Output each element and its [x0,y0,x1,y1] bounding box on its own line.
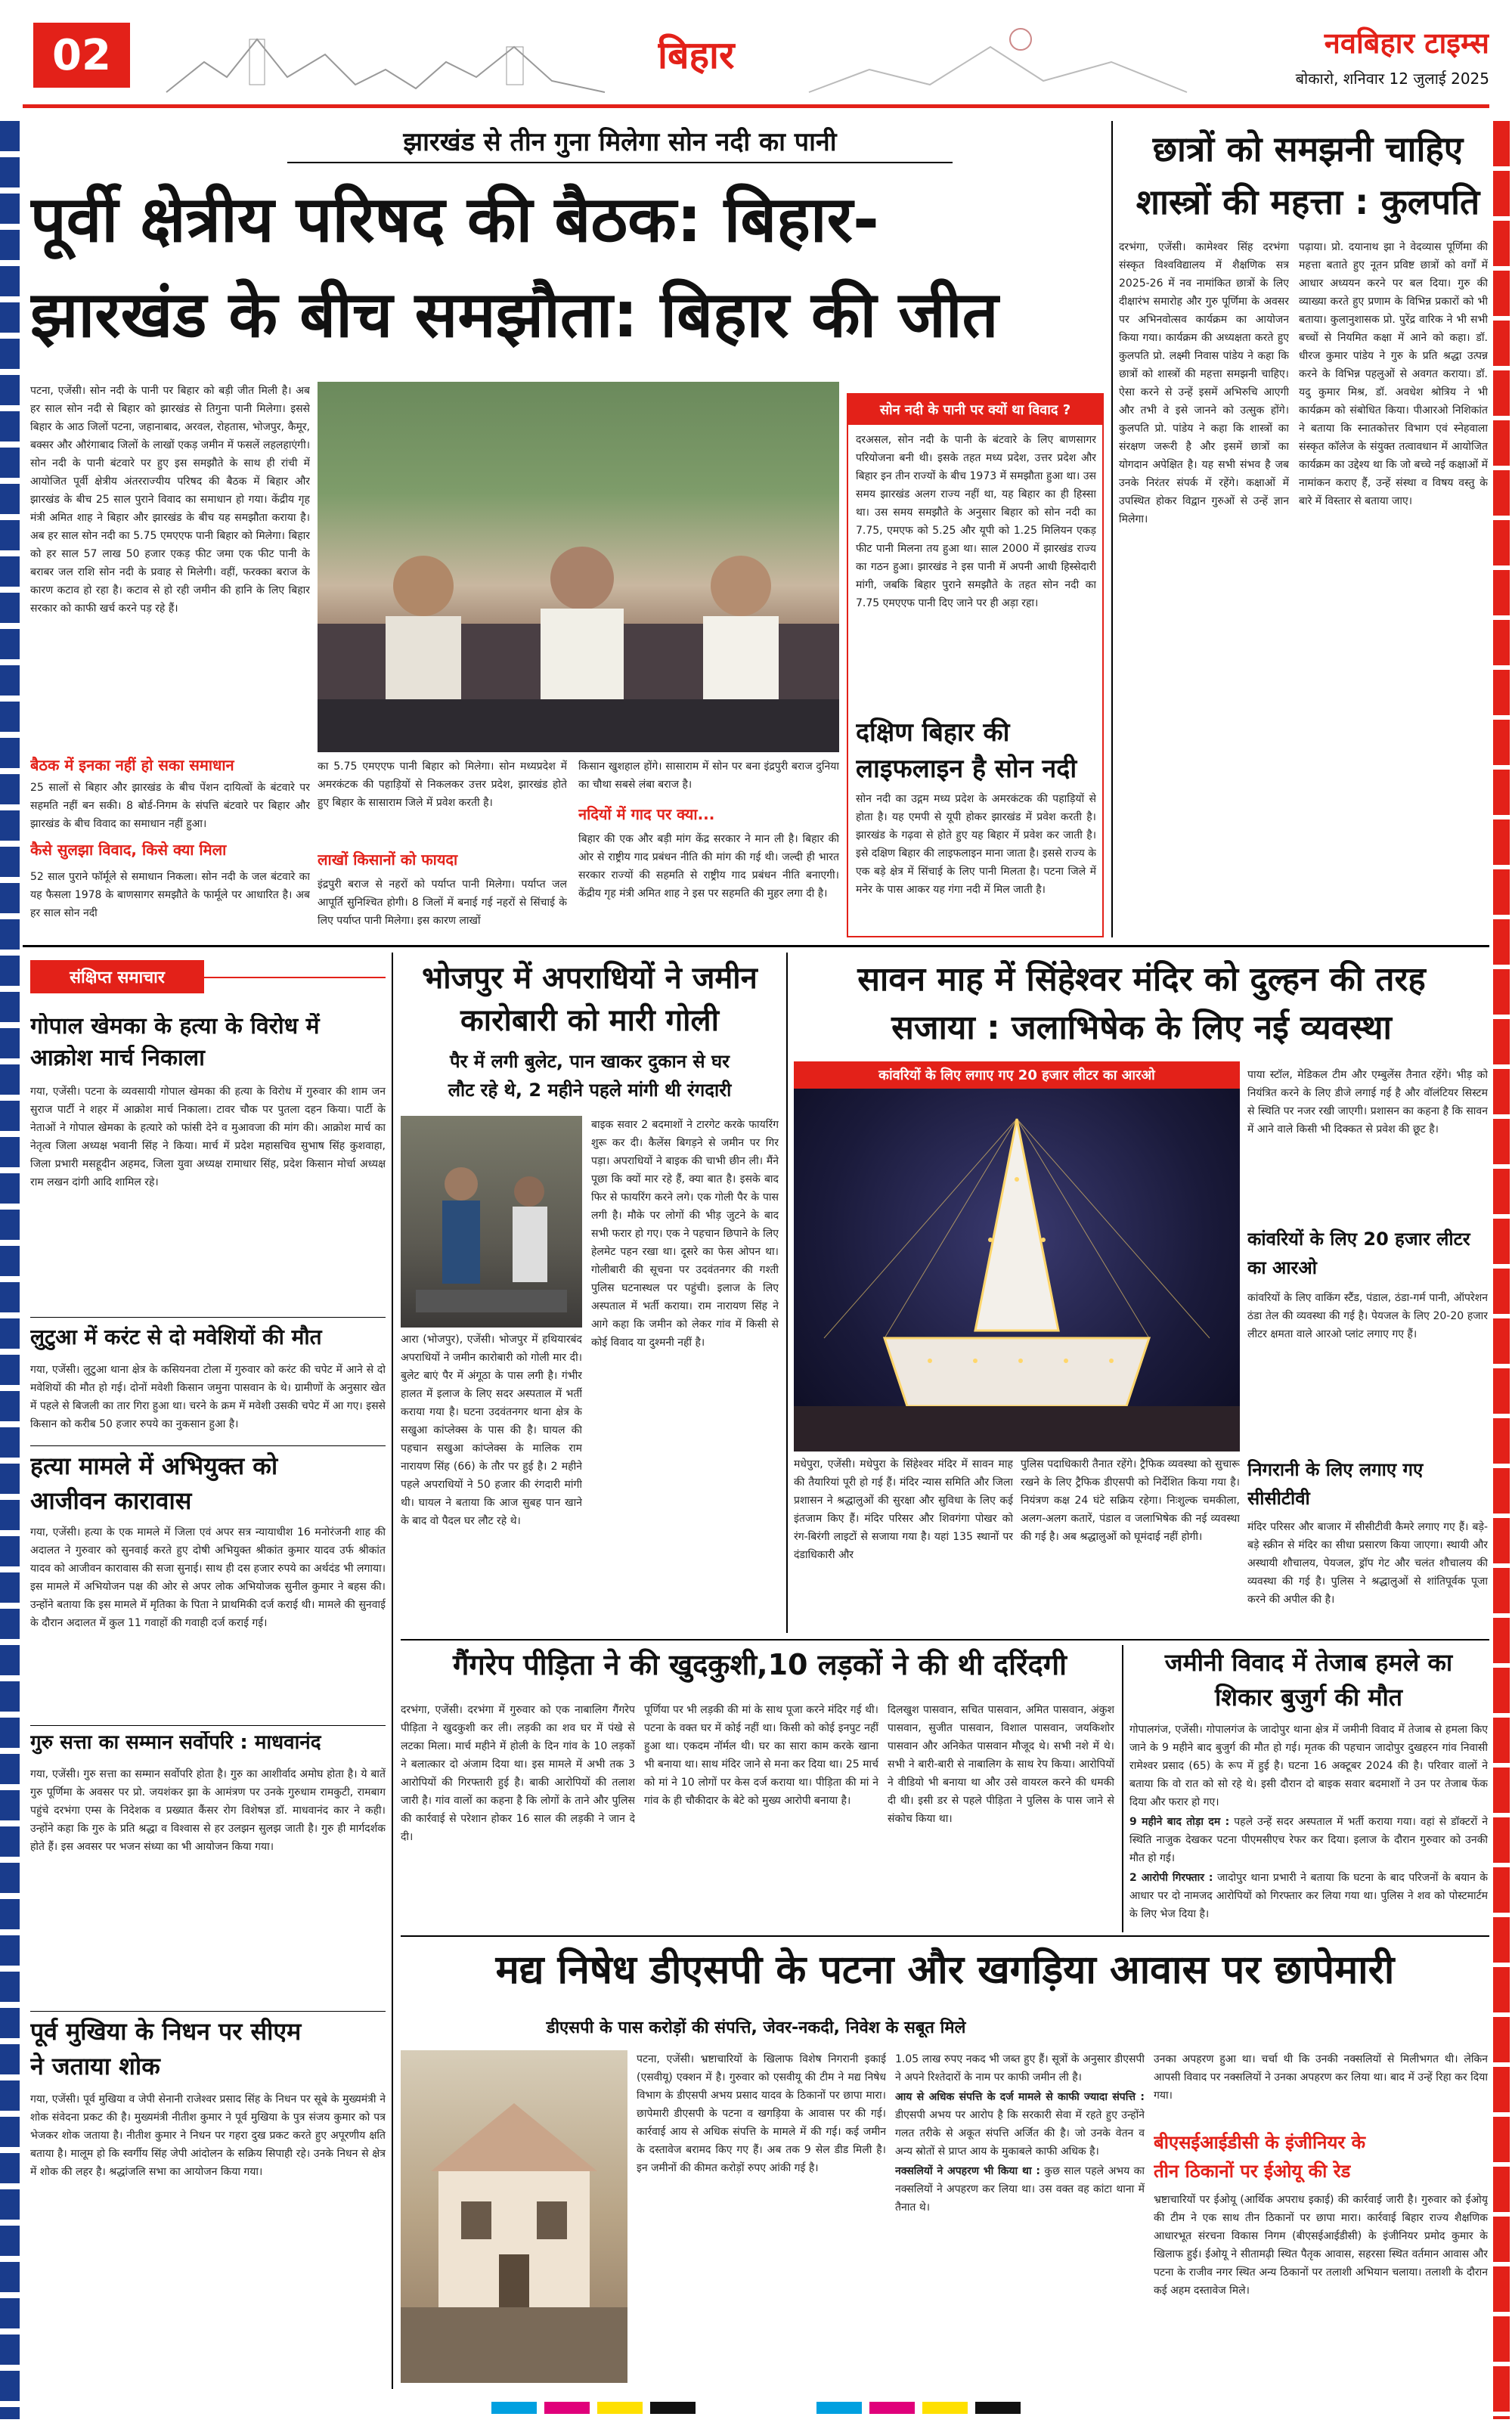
lead-headline-line2: झारखंड के बीच समझौता: बिहार की जीत [30,277,999,352]
decorative-border-left [0,121,20,2419]
meeting-photo-illustration [318,382,839,752]
brief-paragraph-1: गया, एजेंसी। पटना के व्यवसायी गोपाल खेमका की हत्या के विरोध में गुरुवार की शाम जन सुराज पार्टी ने शहर में आक्रोश मार्च निकाला। टावर चौक पर पुतला दहन किया। पार्टी के नेताओं ने गोपाल खेमका के हत्यारे को फांसी देने व मुआवजा की मांग की। आक्रोश मार्च का नेतृत्व जिला अध्यक्ष भवानी सिंह ने किया। मार्च में प्रदेश महासचिव सुभाष सिंह कुशवाहा, जिला प्रभारी मसहूदीन अहमद, जिला युवा अध्यक्ष रामाधार सिंह, प्रदेश किसान मोर्चा अध्यक्ष राम लखन दांगी आदि शामिल रहे। [30,1086,386,1188]
lead-body-col2 [318,758,567,848]
raid-body-col3 [1154,2050,1488,2126]
column-divider-tezab [1122,1645,1123,1932]
brief-headline-3-line1: हत्या मामले में अभियुक्त को [30,1452,278,1480]
raid-subhead-4-line1: बीएसईआईडीसी के इंजीनियर के [1154,2132,1366,2153]
brief-label: संक्षिप्त समाचार [30,960,204,993]
page-number: 02 [33,23,130,88]
lead-subhead-1: बैठक में इनका नहीं हो सका समाधान [30,756,234,774]
horizontal-divider-1 [23,945,1489,947]
lead-body-col1c [30,868,310,936]
raid-subhead-4-line2: तीन ठिकानों पर ईओयू की रेड [1154,2161,1351,2182]
tezab-body [1129,1721,1488,1929]
bhojpur-paragraph-2: बाइक सवार 2 बदमाशों ने टारगेट करके फायरिंग शुरू कर दी। कैलेंस बिगड़ने से जमीन पर गिर पड़ा। अपराधियों ने बाइक की चाभी छीन ली। मैंने पूछा कि क्यों मार रहे हैं, क्या बात है। इसके बाद फिर से फायरिंग करने लगे। एक गोली पैर के पास लगी है। मौके पर लोगों की भीड़ जुटने के बाद सभी फरार हो गए। एक ने पहचान छिपाने के लिए हेलमेट पहन रखा था। दूसरे का फेस ओपन था। गोलीबारी की सूचना पर उदवंतनगर की गश्ती पुलिस घटनास्थल पर पहुंची। इलाज के लिए अस्पताल में भर्ती कराया। राम नारायण सिंह ने आगे कहा कि जमीन को लेकर गांव में किसी से कोई विवाद या दुश्मनी नहीं है। [591,1119,779,1349]
vc-paragraph-1: दरभंगा, एजेंसी। कामेश्वर सिंह दरभंगा संस्कृत विश्वविद्यालय में शैक्षणिक सत्र 2025-26 में नव नामांकित छात्रों के लिए दीक्षारंभ समारोह और गुरु पूर्णिमा के अवसर पर अभिनवोत्सव कार्यक्रम का आयोजन किया गया। कार्यक्रम की अध्यक्षता करते हुए कुलपति प्रो. लक्ष्मी निवास पांडेय ने कहा कि छात्रों को शास्त्रों की महत्ता समझनी चाहिए। ऐसा करने से उन्हें इसमें अभिरुचि आएगी और तभी वे इसे जानने को उत्सुक होंगे। कुलपति प्रो. पांडेय ने कहा कि शास्त्रों का संरक्षण जरूरी है और इसमें छात्रों का योगदान अपेक्षित है। यह सभी संभव है जब उनके निरंतर संपर्क में रहेंगे। कक्षाओं में उपस्थित होकर विद्वान गुरुओं से उन्हें ज्ञान मिलेगा। [1119,241,1289,525]
bhojpur-body-col1 [401,1331,582,1633]
sawan-headline-line1: सावन माह में सिंहेश्वर मंदिर को दुल्हन की तरह [857,960,1426,999]
lead-paragraph-5: इंद्रपुरी बराज से नहरों को पर्याप्त पानी मिलेगा। पर्याप्त जल आपूर्ति सुनिश्चित होगी। 8 जिलों में बनाई गई नहरों से सिंचाई के लिए पर्याप्त पानी मिलेगा। इस कारण लाखों [318,878,567,927]
lead-paragraph-1: पटना, एजेंसी। सोन नदी के पानी पर बिहार को बड़ी जीत मिली है। अब हर साल सोन नदी से बिहार को झारखंड से तिगुना पानी मिलेगा। इससे बिहार के आठ जिलों पटना, जहानाबाद, अरवल, रोहतास, भोजपुर, कैमूर, बक्सर और औरंगाबाद जिलों के लाखों एकड़ जमीन में फसलें लहलहाएंगी। सोन नदी के पानी बंटवारे पर हुए इस समझौते के साथ ही रांची में आयोजित पूर्वी क्षेत्रीय अंतरराज्यीय परिषद की बैठक में बिहार और झारखंड के बीच 25 साल पुराने विवाद का समाधान हो गया। केंद्रीय गृह मंत्री अमित शाह ने बिहार और झारखंड के बीच यह समझौता कराया है। अब हर साल सोन नदी का 5.75 एमएएफ पानी बिहार को मिलेगा। बिहार को हर साल 57 लाख 50 हजार एकड़ फीट जमा एक फीट पानी के बराबर जल राशि सोन नदी के प्रवाह से मिलेगी। वहीं, फरक्का बराज के कारण कटाव हो रहा है। कटाव से हो रही जमीन की हानि के लिए बिहार सरकार को काफी खर्च करने पड़ रहे हैं। [30,385,310,615]
gangrape-headline: गैंगरेप पीड़िता ने की खुदकुशी,10 लड़कों ने की थी दरिंदगी [453,1648,1067,1681]
sawan-subhead-2-line1: निगरानी के लिए लगाए गए [1247,1459,1424,1480]
sidebar-subhead: दक्षिण बिहार की लाइफलाइन है सोन नदी [856,717,1077,784]
brief-rule-3 [30,1725,386,1726]
sawan-headline-line2: सजाया : जलाभिषेक के लिए नई व्यवस्था [891,1008,1392,1047]
lead-body-col3b [578,830,839,936]
brief-paragraph-4: गया, एजेंसी। गुरु सत्ता का सम्मान सर्वोपरि होता है। गुरु का आशीर्वाद अमोघ होता है। ये बातें गुरु पूर्णिमा के अवसर पर प्रो. जयशंकर झा के आमंत्रण पर उनके गुरुधाम रामकुटी, रामबाग पहुंचे दरभंगा एम्स के निदेशक व प्रख्यात कैंसर रोग विशेषज्ञ डॉ. माधवानंद कार ने कही। उन्होंने कहा कि गुरु के प्रति श्रद्धा व विश्वास से हर उलझन सुलझ जाती है। गुरु ही मार्गदर्शक होते हैं। इस अवसर पर भजन संध्या का भी आयोजन किया गया। [30,1768,386,1853]
bhojpur-headline-line1: भोजपुर में अपराधियों ने जमीन [422,961,758,996]
brief-paragraph-2: गया, एजेंसी। लुटुआ थाना क्षेत्र के कसियनवा टोला में गुरुवार को करंट की चपेट में आने से दो मवेशियों की मौत हो गई। दोनों मवेशी किसान जमुना पासवान के थे। ग्रामीणों के अनुसार खेत में पहले से बिजली का तार गिरा हुआ था। चरने के क्रम में मवेशी उसकी चपेट में आ गए। इससे किसान को करीब 50 हजार रुपये का नुकसान हुआ है। [30,1364,386,1430]
raid-paragraph-1: पटना, एजेंसी। भ्रष्टाचारियों के खिलाफ विशेष निगरानी इकाई (एसवीयू) एक्शन में है। गुरुवार को एसवीयू की टीम ने मद्य निषेध विभाग के डीएसपी अभय प्रसाद यादव के ठिकानों पर छापा मारा। छापेमारी डीएसपी के पटना व खगड़िया के आवास पर की गई। कार्रवाई आय से अधिक संपत्ति के मामले में की गई। कई जमीन के दस्तावेज बरामद किए गए हैं। अब तक 9 सेल डीड मिली है। इन जमीनों की कीमत करोड़ों रुपए आंकी गई है। [637,2053,886,2174]
vc-headline-line1: छात्रों को समझनी चाहिए [1152,129,1464,169]
color-swatches-icon [491,2399,1021,2417]
raid-paragraph-6: भ्रष्टाचारियों पर ईओयू (आर्थिक अपराध इकाई) की कार्रवाई जारी है। गुरुवार को ईओयू की टीम ने एक साथ तीन ठिकानों पर छापा मारा। कार्रवाई बिहार राज्य शैक्षणिक आधारभूत संरचना विकास निगम (बीएसईआईडीसी) के इंजीनियर प्रमोद कुमार के खिलाफ हुई। ईओयू ने सीतामढ़ी स्थित पैतृक आवास, सहरसा स्थित वर्तमान आवास और पटना के राजीव नगर स्थित अन्य ठिकानों पर तलाशी अभियान चलाया। तलाशी के दौरान कई अहम दस्तावेज मिले। [1154,2194,1488,2297]
raid-body-col1 [637,2050,886,2383]
brief-paragraph-3: गया, एजेंसी। हत्या के एक मामले में जिला एवं अपर सत्र न्यायाधीश 16 मनोरंजनी शाह की अदालत ने गुरुवार को सुनवाई करते हुए दोषी अभियुक्त श्रीकांत कुमार यादव उर्फ श्रीकांत यादव को आजीवन कारावास की सजा सुनाई। साथ ही दस हजार रुपये का अर्थदंड भी लगाया। इस मामले में अभियोजन पक्ष की ओर से अपर लोक अभियोजक सुनील कुमार ने बहस की। उन्होंने बताया कि इस मामले में मृतिका के पिता ने प्राथमिकी दर्ज कराई थी। मामले की सुनवाई के दौरान अदालत में कुल 11 गवाहों की गवाही दर्ज कराई गई। [30,1526,386,1629]
brief-body-4 [30,1765,386,2007]
lead-paragraph-6: किसान खुशहाल होंगे। सासाराम में सोन पर बना इंद्रपुरी बराज दुनिया का चौथा सबसे लंबा बराज है। [578,761,839,791]
sawan-paragraph-4: कांवरियों के लिए वाकिंग स्टैंड, पंडाल, ठंडा-गर्म पानी, ऑपरेशन ठंडा तेल की व्यवस्था की गई है। पेयजल के लिए 20-20 हजार लीटर क्षमता वाले आरओ प्लांट लगाए गए हैं। [1247,1292,1488,1340]
bhojpur-headline-line2: कारोबारी को मारी गोली [460,1003,719,1038]
raid-headline: मद्य निषेध डीएसपी के पटना और खगड़िया आवास पर छापेमारी [495,1947,1395,1993]
vc-body-col1 [1119,238,1289,934]
lead-paragraph-3: 52 साल पुराने फॉर्मूले से समाधान निकला। सोन नदी के जल बंटवारे का यह फैसला 1978 के बाणसागर समझौते के फार्मूले पर आधारित है। अब हर साल सोन नदी [30,871,310,919]
sawan-body-col3c [1247,1518,1488,1631]
brief-headline-5-line1: पूर्व मुखिया के निधन पर सीएम [30,2017,302,2046]
sawan-paragraph-3: पाया स्टॉल, मेडिकल टीम और एम्बुलेंस तैनात रहेंगे। भीड़ को नियंत्रित करने के लिए डीजे लगाई गई है और वॉलंटियर सिस्टम से स्थिति पर नजर रखी जाएगी। प्रशासन का कहना है कि सावन में आने वाले किसी भी दिक्कत से प्रवेश की छूट है। [1247,1069,1488,1135]
lead-subhead-4: नदियों में गाद पर क्या... [578,805,715,823]
sawan-body-col3 [1247,1066,1488,1225]
horizontal-divider-3 [401,1935,1489,1937]
brief-rule-1 [30,1317,386,1318]
lead-subhead-3: लाखों किसानों को फायदा [318,850,458,869]
vc-paragraph-2: पढ़ाया। प्रो. दयानाथ झा ने वेदव्यास पूर्णिमा की महत्ता बताते हुए नूतन प्रविष्ट छात्रों को वर्गों में आधार अध्ययन करने पर बल दिया। गुरु की व्याख्या करते हुए प्रणाम के विभिन्न प्रकारों को भी बताया। कुलानुशासक प्रो. पुरेंद्र वारिक ने भी सभी बच्चों से नियमित कक्षा में आने को कहा। डॉ. धीरज कुमार पांडेय ने गुरु के प्रति श्रद्धा उत्पन्न करने के विभिन्न पहलुओं से अवगत कराया। डॉ. यदु कुमार मिश्र, डॉ. अवधेश श्रोत्रिय ने भी कार्यक्रम को संबोधित किया। पीआरओ निशिकांत ने बताया कि स्नातकोत्तर विभाग एवं स्नेहवाला संस्कृत कॉलेज के संयुक्त तत्वावधान में आयोजित कार्यक्रम का उद्देश्य था कि जो बच्चे नई कक्षाओं में नामांकन कराए हैं, उन्हें संस्था व विषय वस्तु के बारे में विस्तार से बताया जाए। [1299,241,1488,507]
bhojpur-sub-line1: पैर में लगी बुलेट, पान खाकर दुकान से घर [449,1051,730,1072]
lead-paragraph-2: 25 सालों से बिहार और झारखंड के बीच पेंशन दायित्वों के बंटवारे पर सहमति नहीं बन सकी। 8 बोर्ड-निगम के संपत्ति बंटवारे पर बिहार और झारखंड के बीच विवाद का समाधान नहीं हुआ। [30,782,310,830]
gangrape-paragraph-1: दरभंगा, एजेंसी। दरभंगा में गुरुवार को एक नाबालिग गैंगरेप पीड़िता ने खुदकुशी कर ली। लड़की का शव घर में पंखे से लटका मिला। मार्च महीने में होली के दिन गांव के 10 लड़कों ने बलात्कार दो अंजाम दिया था। इस मामले में अभी तक 3 आरोपियों की गिरफ्तारी हुई है। बाकी आरोपियों की तलाश जारी है। गांव वालों का कहना है कि लोगों के ताने और पुलिस की कार्रवाई से परेशान होकर 16 साल की लड़की ने जान दे दी। [401,1704,635,1843]
tezab-headline-line1: जमीनी विवाद में तेजाब हमले का [1164,1648,1453,1677]
bhojpur-sub-line2: लौट रहे थे, 2 महीने पहले मांगी थी रंगदारी [448,1080,732,1101]
lead-body-col2b [318,875,567,936]
sawan-subhead-1-line2: का आरओ [1247,1257,1317,1278]
tezab-headline-line2: शिकार बुजुर्ग की मौत [1215,1683,1402,1712]
masthead-rule [23,104,1489,108]
sawan-subhead-1-line1: कांवरियों के लिए 20 हजार लीटर [1247,1228,1470,1250]
figure-sketch-icon [794,17,1202,95]
temple-lights-illustration [794,1089,1240,1452]
tezab-paragraph-1: गोपालगंज, एजेंसी। गोपालगंज के जादोपुर थाना क्षेत्र में जमीनी विवाद में तेजाब से हमला किए जाने के 9 महीने बाद बुजुर्ग की मौत हो गई। मृतक की पहचान जादोपुर दुखहरन गांव निवासी रामेश्वर प्रसाद (65) के रूप में हुई है। घटना 16 अक्टूबर 2024 की है। परिवार वालों ने बताया कि वो रात को सो रहे थे। इसी दौरान दो बाइक सवार बदमाशों ने उन पर तेजाब फेंक दिया और फरार हो गए। [1129,1724,1488,1808]
raid-subhead-2: आय से अधिक संपत्ति के दर्ज मामले से काफी ज्यादा संपत्ति : [895,2091,1145,2103]
house-photo-illustration [401,2050,627,2383]
landmark-sketch-icon [159,17,612,95]
gangrape-paragraph-3: दिलखुश पासवान, सचित पासवान, अमित पासवान, अंकुश पासवान, सुजीत पासवान, विशाल पासवान, जयकिशोर पासवान और अनिकेत पासवान मौजूद थे। सभी नशे में थे। सभी ने बारी-बारी से नाबालिग के साथ रेप किया। आरोपियों ने वीडियो भी बनाया था और उसे वायरल करने की धमकी दी थी। इसी डर से पहले पीड़िता ने पुलिस के पास जाने से संकोच किया था। [888,1704,1114,1825]
brief-rule-2 [30,1445,386,1446]
brief-rule-4 [30,2011,386,2012]
lead-headline-line1: पूर्वी क्षेत्रीय परिषद की बैठक: बिहार- [30,182,879,256]
tezab-subhead-1: 9 महीने बाद तोड़ा दम : [1129,1816,1230,1828]
lead-body-col1b [30,779,310,839]
column-divider-bhojpur [786,953,788,1633]
brief-paragraph-5: गया, एजेंसी। पूर्व मुखिया व जेपी सेनानी राजेश्वर प्रसाद सिंह के निधन पर सूबे के मुख्यमंत्री ने शोक संवेदना प्रकट की है। मुख्यमंत्री नीतीश कुमार ने पूर्व मुखिया के पुत्र संजय कुमार को पत्र भेजकर शोक जताया है। नीतीश कुमार ने निधन पर गहरा दुख प्रकट करते हुए अपूरणीय क्षति बताया है। मालूम हो कि स्वर्गीय सिंह जेपी आंदोलन के सक्रिय सिपाही रहे। उनके निधन से क्षेत्र में शोक की लहर है। श्रद्धांजलि सभा का आयोजन किया गया। [30,2093,386,2178]
newspaper-brand: नवबिहार टाइम्स [1324,26,1489,60]
hospital-photo-illustration [401,1116,582,1328]
raid-subheadline: डीएसपी के पास करोड़ों की संपत्ति, जेवर-नकदी, निवेश के सबूत मिले [469,2011,1043,2043]
brief-headline-3-line2: आजीवन कारावास [30,1486,192,1515]
brief-body-1 [30,1083,386,1234]
vc-headline-line2: शास्त्रों की महत्ता : कुलपति [1136,181,1480,222]
vc-body-col2 [1299,238,1488,934]
sidebar-paragraph-2: सोन नदी का उद्गम मध्य प्रदेश के अमरकंटक की पहाड़ियों से होता है। यह एमपी से यूपी होकर झारखंड में प्रवेश करती है। झारखंड के गढ़वा से होते हुए यह बिहार में प्रवेश कर जाती है। इसे दक्षिण बिहार की लाइफलाइन माना जाता है। इससे राज्य के एक बड़े क्षेत्र में सिंचाई के लिए पानी मिलता है। पटना जिले में मनेर के पास आकर यह गंगा नदी में मिल जाती है। [856,793,1096,896]
raid-body-col3b [1154,2191,1488,2383]
sawan-photo-caption: कांवरियों के लिए लगाए गए 20 हजार लीटर का आरओ [794,1061,1240,1089]
decorative-border-right [1493,121,1510,2419]
sawan-paragraph-2: पुलिस पदाधिकारी तैनात रहेंगे। ट्रैफिक व्यवस्था को सुचारू रखने के लिए ट्रैफिक डीएसपी को निर्देशित किया गया है। नियंत्रण कक्ष 24 घंटे सक्रिय रहेगा। निःशुल्क चमकीला, अलग-अलग कतारें, पंडाल व जलाभिषेक की नई व्यवस्था की गई है। अब श्रद्धालुओं को घूमंदाई नहीं होगी। [1021,1458,1240,1543]
brief-body-2 [30,1361,386,1444]
gangrape-body-col2 [644,1701,878,1928]
brief-body-5 [30,2090,386,2385]
raid-body-col2 [895,2050,1145,2383]
brief-label-rule [204,977,386,978]
sawan-photo [794,1089,1240,1452]
lead-kicker: झारखंड से तीन गुना मिलेगा सोन नदी का पानी [403,127,837,157]
brief-headline-4: गुरु सत्ता का सम्मान सर्वोपरि : माधवानंद [30,1731,321,1754]
brief-headline-2: लुटुआ में करंट से दो मवेशियों की मौत [30,1324,322,1349]
raid-paragraph-2: 1.05 लाख रुपए नकद भी जब्त हुए हैं। सूत्रों के अनुसार डीएसपी ने अपने रिश्तेदारों के नाम पर काफी जमीन ली है। [895,2053,1145,2084]
raid-paragraph-5: उनका अपहरण हुआ था। चर्चा थी कि उनकी नक्सलियों से मिलीभगत थी। लेकिन आपसी विवाद पर नक्सलियों ने उनका अपहरण कर लिया था। बाद में उन्हें रिहा कर दिया गया। [1154,2053,1488,2102]
tezab-paragraph-2: पहले उन्हें सदर अस्पताल में भर्ती कराया गया। वहां से डॉक्टरों ने स्थिति नाजुक देखकर पटना पीएमसीएच रेफर कर दिया। इलाज के दौरान गुरुवार को उनकी मौत हो गई। [1129,1816,1488,1864]
gangrape-body-col1 [401,1701,635,1928]
sawan-body-col1 [794,1455,1013,1629]
gangrape-body-col3 [888,1701,1114,1928]
raid-paragraph-4: कुछ साल पहले अभय का नक्सलियों ने अपहरण कर लिया था। उस वक्त वह कांटा थाना में तैनात थे। [895,2165,1145,2214]
sawan-paragraph-1: मधेपुरा, एजेंसी। मधेपुरा के सिंहेश्वर मंदिर में सावन माह की तैयारियां पूरी हो गई हैं। मंदिर न्यास समिति और जिला प्रशासन ने श्रद्धालुओं की सुरक्षा और सुविधा के लिए कई इंतजाम किए हैं। मंदिर परिसर और शिवगंगा पोखर को रंग-बिरंगी लाइटों से सजाया गया है। यहां 135 स्थानों पर दंडाधिकारी और [794,1458,1013,1561]
lead-photo [318,382,839,752]
column-divider-brief [392,953,393,2389]
sawan-body-col2 [1021,1455,1240,1629]
tezab-paragraph-3: जादोपुर थाना प्रभारी ने बताया कि घटना के बाद परिजनों के बयान के आधार पर दो नामजद आरोपियों को गिरफ्तार कर लिया गया था। पुलिस ने शव को पोस्टमार्टम के लिए भेज दिया है। [1129,1872,1488,1920]
brief-headline-1-line1: गोपाल खेमका के हत्या के विरोध में [30,1013,320,1039]
brief-body-3 [30,1523,386,1720]
raid-photo [401,2050,627,2383]
bhojpur-photo [401,1116,582,1328]
sidebar-body-1 [856,431,1096,711]
brief-headline-1-line2: आक्रोश मार्च निकाला [30,1045,205,1071]
horizontal-divider-2 [401,1639,1489,1641]
gangrape-paragraph-2: पूर्णिया पर भी लड़की की मां के साथ पूजा करने मंदिर गई थी। पटना के वक्त घर में कोई नहीं था। किसी को कोई इनपुट नहीं हुआ था। एकदम नॉर्मल थी। घर का सारा काम करके खाना भी बनाया था। साथ मंदिर जाने से मना कर दिया था। 25 मार्च को मां ने 10 लोगों पर केस दर्ज कराया था। पीड़िता की मां ने गांव के ही चौकीदार के बेटे को मुख्य आरोपी बनाया है। [644,1704,878,1807]
dateline: बोकारो, शनिवार 12 जुलाई 2025 [1295,70,1489,88]
bhojpur-paragraph-1: आरा (भोजपुर), एजेंसी। भोजपुर में हथियारबंद अपराधियों ने जमीन कारोबारी को गोली मार दी। बुलेट बाएं पैर में अंगूठा के पास लगी है। गंभीर हालत में इलाज के लिए सदर अस्पताल में भर्ती कराया गया है। घटना उदवंतनगर थाना क्षेत्र के सखुआ कांप्लेक्स के पास की है। घायल की पहचान सखुआ कांप्लेक्स के मालिक राम नारायण सिंह (66) के तौर पर हुई है। 2 महीने पहले अपराधियों ने 50 हजार की रंगदारी मांगी थी। घायल ने बताया कि आज सुबह पान खाने के बाद वो पैदल घर लौट रहे थे। [401,1334,582,1527]
lead-paragraph-7: बिहार की एक और बड़ी मांग केंद्र सरकार ने मान ली है। बिहार की ओर से राष्ट्रीय गाद प्रबंधन नीति की मांग की गई थी। जल्दी ही भारत सरकार राज्यों की सहमति से राष्ट्रीय गाद प्रबंधन नीति बनाएगी। केंद्रीय गृह मंत्री अमित शाह ने इस पर सहमति की मुहर लगा दी है। [578,833,839,900]
masthead-ornament [159,17,612,95]
brief-headline-5-line2: ने जताया शोक [30,2052,160,2080]
tezab-subhead-2: 2 आरोपी गिरफ्तार : [1129,1872,1213,1884]
lead-paragraph-4: का 5.75 एमएएफ पानी बिहार को मिलेगा। सोन मध्यप्रदेश में अमरकंटक की पहाड़ियों से निकलकर उत्तर प्रदेश, झारखंड होते हुए बिहार के सासाराम जिले में प्रवेश करती है। [318,761,567,809]
raid-paragraph-3: डीएसपी अभय पर आरोप है कि सरकारी सेवा में रहते हुए उन्होंने गलत तरीके से अकूत संपत्ति अर्जित की है। जो उनके वेतन व अन्य स्रोतों से प्राप्त आय के मुकाबले काफी अधिक है। [895,2109,1145,2158]
raid-subhead-3: नक्सलियों ने अपहरण भी किया था : [895,2165,1040,2177]
sidebar-label: सोन नदी के पानी पर क्यों था विवाद ? [848,395,1102,425]
column-divider-vc [1111,121,1113,937]
kicker-underline [287,162,953,163]
section-title: बिहार [658,33,735,77]
sawan-subhead-2-line2: सीसीटीवी [1247,1488,1310,1509]
lead-subhead-2: कैसे सुलझा विवाद, किसे क्या मिला [30,841,227,859]
color-registration-bar [23,2396,1489,2419]
bhojpur-body-col2 [591,1116,779,1630]
sidebar-body-2 [856,790,1096,934]
sidebar-paragraph-1: दरअसल, सोन नदी के पानी के बंटवारे के लिए बाणसागर परियोजना बनी थी। इसके तहत मध्य प्रदेश, उत्तर प्रदेश और बिहार इन तीन राज्यों के बीच 1973 में समझौता हुआ था। उस समय झारखंड अलग राज्य नहीं था, यह बिहार का ही हिस्सा था। उस समय समझौते के अनुसार बिहार को सोन नदी का 7.75, एमएफ को 5.25 और यूपी को 1.25 मिलियन एकड़ फीट पानी मिलना तय हुआ था। साल 2000 में झारखंड राज्य का गठन हुआ। झारखंड ने इस पानी में अपनी आधी हिस्सेदारी मांगी, जबकि बिहार पुराने समझौते के तहत सोन नदी का 7.75 एमएएफ पानी दिए जाने पर ही अड़ा रहा। [856,434,1096,609]
sawan-body-col3b [1247,1289,1488,1455]
sawan-paragraph-5: मंदिर परिसर और बाजार में सीसीटीवी कैमरे लगाए गए हैं। बड़े-बड़े स्क्रीन से मंदिर का सीधा प्रसारण किया जाएगा। स्थायी और अस्थायी शौचालय, पेयजल, ड्रॉप गेट और चलंत शौचालय की व्यवस्था की गई है। पुलिस ने श्रद्धालुओं से शांतिपूर्वक पूजा करने की अपील की है। [1247,1521,1488,1606]
masthead-ornament-right [794,17,1202,95]
